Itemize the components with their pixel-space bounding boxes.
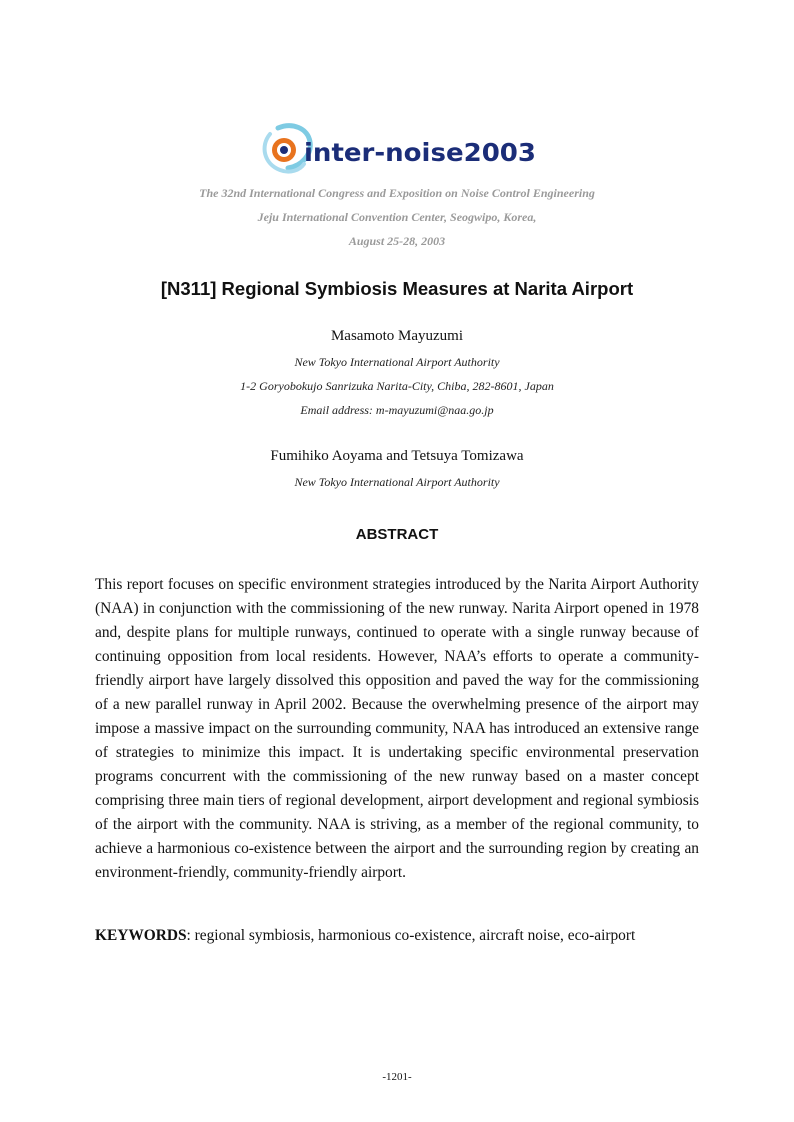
conference-name: The 32nd International Congress and Exposition on Noise Control Engineering — [199, 186, 595, 200]
keywords-label: KEYWORDS — [95, 927, 187, 944]
author-1-address: 1-2 Goryobokujo Sanrizuka Narita-City, Chiba, 282-8601, Japan — [240, 379, 554, 393]
paper-title: [N311] Regional Symbiosis Measures at Narita Airport — [160, 278, 634, 299]
keywords-text: : regional symbiosis, harmonious co-existence, aircraft noise, eco-airport — [186, 927, 636, 944]
author-2-names: Fumihiko Aoyama and Tetsuya Tomizawa — [270, 448, 524, 464]
abstract-body: This report focuses on specific environment strategies introduced by the Narita Airport Authority (NAA) in conjunction with the commissioning of the new runway. Narita Airport opened in 1978 and, despite plans for multiple runways, continued to operate with a single runway because of continuing opposition from local residents. However, NAA’s efforts to operate a community-friendly airport have largely dissolved this opposition and paved the way for the commissioning of a new parallel runway in April 2002. Because the overwhelming presence of the airport may impose a massive impact on the surrounding community, NAA has introduced an extensive range of strategies to minimize this impact. It is undertaking specific environmental preservation programs concurrent with the commissioning of the new runway based on a master concept comprising three main tiers of regional development, airport development and regional symbiosis of the airport with the community. NAA is striving, as a member of the regional community, to achieve a harmonious co-existence between the airport and the surrounding region by creating an environment-friendly, community-friendly airport. — [95, 576, 699, 881]
conference-venue: Jeju International Convention Center, Seogwipo, Korea, — [257, 210, 537, 224]
author-1-affiliation: New Tokyo International Airport Authority — [294, 355, 500, 369]
conference-logo — [256, 120, 538, 176]
author-1-name: Masamoto Mayuzumi — [330, 328, 464, 344]
author-1-email: Email address: m-mayuzumi@naa.go.jp — [300, 403, 494, 417]
conference-dates: August 25-28, 2003 — [348, 234, 446, 248]
author-2-affiliation: New Tokyo International Airport Authority — [294, 475, 500, 489]
logo-swirl-icon — [256, 120, 538, 176]
logo-text: inter-noise2003 — [304, 138, 536, 167]
page-number: -1201- — [382, 1071, 412, 1083]
keywords-line — [95, 927, 715, 945]
abstract-heading: ABSTRACT — [355, 526, 439, 543]
